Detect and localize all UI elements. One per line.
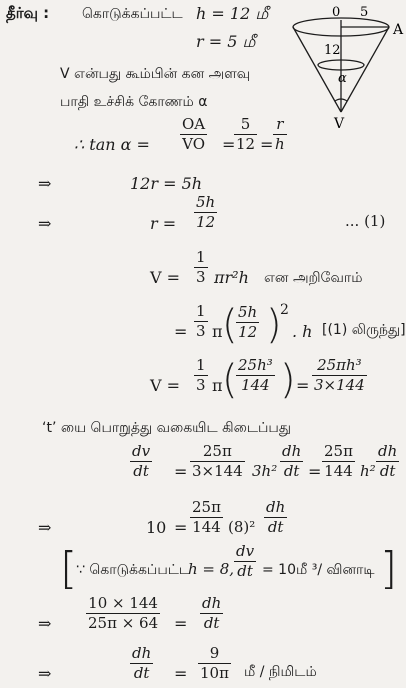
fraction-dv-dt: $\frac{dv}{dt}$ <box>236 542 255 580</box>
pi-symbol: π <box>212 322 223 341</box>
fraction-dh-dt: $\frac{dh}{dt}$ <box>282 442 302 480</box>
value-10: 10 <box>146 518 167 537</box>
fraction-dh-dt: $\frac{dh}{dt}$ <box>266 498 286 536</box>
diagram-label-5: 5 <box>360 5 369 20</box>
h-value: h = 12 மீ <box>196 4 269 23</box>
term-h2: h² <box>360 462 376 480</box>
equals-sign: = <box>174 518 188 537</box>
final-unit: மீ / நிமிடம் <box>244 664 317 680</box>
implies-arrow: ⇒ <box>38 518 52 537</box>
left-bracket: [ <box>60 543 78 594</box>
fraction-5h-12: $\frac{5h}{12}$ <box>196 193 216 231</box>
fraction-9-10pi: $\frac{9}{10\pi}$ <box>200 644 229 682</box>
equals-sign: = <box>296 376 310 395</box>
right-bracket: ] <box>380 543 398 594</box>
cone-volume-formula: πr²h <box>214 268 249 287</box>
fraction-r-h: $\frac{r}{h}$ <box>275 115 285 153</box>
cone-diagram <box>286 2 404 130</box>
volume-lhs: V = <box>150 268 181 287</box>
equals-sign: = <box>174 462 188 481</box>
fraction-25pi-144: $\frac{25\pi}{144}$ <box>192 498 221 536</box>
fraction-oa-vo: $\frac{OA}{VO}$ <box>182 115 206 153</box>
volume-lhs: V = <box>150 376 181 395</box>
semi-vertical-angle: பாதி உச்சிக் கோணம் α <box>60 94 208 110</box>
diagram-label-12: 12 <box>324 43 341 58</box>
fraction-10x144: $\frac{10 \times 144}{25\pi \times 64}$ <box>88 594 159 632</box>
fraction-dh-dt: $\frac{dh}{dt}$ <box>132 644 152 682</box>
pi-symbol: π <box>212 376 223 395</box>
right-paren: ) <box>280 357 296 403</box>
fraction-25pih3: $\frac{\text{25πh³}}{3\times 144}$ <box>314 356 365 394</box>
fraction-dh-dt: $\frac{dh}{dt}$ <box>202 594 222 632</box>
equals-sign: = <box>174 322 188 341</box>
equals-sign: = <box>260 135 274 154</box>
diagram-label-v: V <box>334 116 345 130</box>
term-3h2: 3h² <box>252 462 278 480</box>
equals-sign: = <box>308 462 322 481</box>
fraction-1-3: $\frac{1}{3}$ <box>196 356 206 394</box>
fraction-1-3: $\frac{1}{3}$ <box>196 302 206 340</box>
equation-ref-1: ... (1) <box>345 212 386 230</box>
fraction-dv-dt: $\frac{dv}{dt}$ <box>132 442 151 480</box>
fraction-25h3-144: $\frac{\text{25h³}}{144}$ <box>238 356 273 394</box>
implies-arrow: ⇒ <box>38 664 52 683</box>
implies-arrow: ⇒ <box>38 214 52 233</box>
implies-arrow: ⇒ <box>38 614 52 633</box>
r-lhs: r = <box>150 214 177 233</box>
bracket-h-value: h = 8, <box>188 560 235 578</box>
fraction-25pi-144: $\frac{25\pi}{144}$ <box>324 442 353 480</box>
bracket-given-label: ∵ கொடுக்கப்பட்ட <box>76 562 191 578</box>
dot-h: . h <box>292 322 313 341</box>
bracket-rate: = 10மீ ³/ வினாடி <box>262 562 375 578</box>
known-text: என அறிவோம் <box>264 270 363 286</box>
diagram-label-a: A <box>393 22 404 38</box>
r-value: r = 5 மீ <box>196 32 256 51</box>
solution-heading: தீர்வு : <box>6 4 50 22</box>
left-paren: ( <box>222 302 238 348</box>
equation-12r: 12r = 5h <box>130 174 203 193</box>
fraction-dh-dt: $\frac{dh}{dt}$ <box>378 442 398 480</box>
given-label: கொடுக்கப்பட்ட <box>82 6 183 22</box>
equals-sign: = <box>174 614 188 633</box>
volume-definition: V என்பது கூம்பின் கன அளவு <box>60 66 251 82</box>
exponent-2: 2 <box>280 302 289 318</box>
fraction-25pi-3x144: $\frac{25\pi}{3\times 144}$ <box>192 442 243 480</box>
differentiate-text: ‘t’ யை பொறுத்து வகையிட கிடைப்பது <box>42 420 291 436</box>
diagram-label-alpha: α <box>338 71 347 86</box>
fraction-5h-12: $\frac{5h}{12}$ <box>238 303 258 341</box>
equals-sign: = <box>222 135 236 154</box>
diagram-label-o: 0 <box>332 5 341 20</box>
fraction-1-3: $\frac{1}{3}$ <box>196 248 206 286</box>
tan-alpha-lhs: ∴ tan α = <box>74 135 150 154</box>
from-equation-1: [(1) லிருந்து] <box>322 322 406 338</box>
right-paren: ) <box>266 302 282 348</box>
left-paren: ( <box>222 357 238 403</box>
equals-sign: = <box>174 664 188 683</box>
implies-arrow: ⇒ <box>38 174 52 193</box>
fraction-5-12: $\frac{5}{12}$ <box>236 115 256 153</box>
term-8-squared: (8)² <box>228 518 256 536</box>
